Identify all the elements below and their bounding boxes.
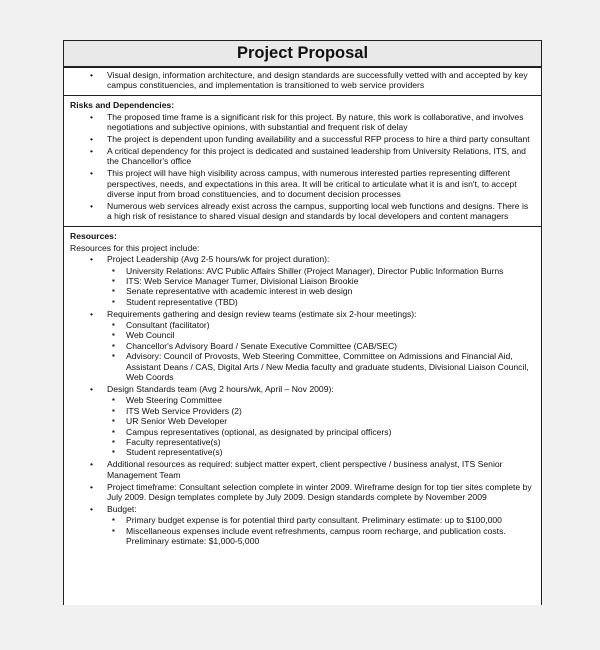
resource-group: [70, 254, 535, 307]
resource-group-label: • Requirements gathering and design review teams (estimate six 2-hour meetings):: [107, 308, 417, 319]
resource-group-label: • Project timeframe: Consultant selection complete in winter 2009. Wireframe design for top tier sites complete by July 2009. Design templates complete by July 2009. Design standards complete by November 2009: [107, 481, 532, 503]
resource-group: [70, 482, 535, 503]
risks-heading: Risks and Dependencies:: [70, 100, 175, 111]
resource-subitem: ▪ ITS: Web Service Manager Turner, Divisional Liaison Brookie: [107, 276, 535, 286]
risk-item: • This project will have high visibility across campus, with numerous interested parties representing different perspectives, needs, and expectations in this area. It will be critical to articulate what it is and isn't, to accept diverse input from broad constituencies, and to document decision processes: [70, 168, 535, 199]
resource-subitem: ▪ University Relations: AVC Public Affairs Shiller (Project Manager), Director Public Information Burns: [107, 266, 535, 276]
resource-group-label: • Project Leadership (Avg 2-5 hours/wk for project duration):: [107, 254, 330, 265]
resource-subitem: ▪ Advisory: Council of Provosts, Web Steering Committee, Committee on Admissions and Financial Aid, Assistant Deans / CAS, Digital Arts / New Media faculty and graduate students, Divisional Liaison Council, Web Coords: [107, 351, 535, 382]
resources-list: [70, 254, 535, 546]
risks-list: [70, 112, 535, 222]
resource-sublist: [107, 266, 535, 308]
list-item: • Visual design, information architecture, and design standards are successfully vetted with and accepted by key campus constituencies, and implementation is transitioned to web service providers: [70, 70, 535, 91]
document-page: [63, 40, 542, 605]
resource-subitem: ▪ Faculty representative(s): [107, 437, 535, 447]
document-title: Project Proposal: [64, 40, 541, 68]
resource-subitem: ▪ Web Council: [107, 330, 535, 340]
risks-section: [64, 95, 541, 226]
resource-sublist: [107, 395, 535, 457]
resource-group-label: • Additional resources as required: subject matter expert, client perspective / business analyst, ITS Senior Management Team: [107, 459, 503, 480]
resource-subitem: ▪ Campus representatives (optional, as designated by principal officers): [107, 427, 535, 437]
resources-heading: Resources:: [70, 231, 117, 242]
resource-subitem: ▪ Senate representative with academic interest in web design: [107, 286, 535, 296]
resource-sublist: [107, 320, 535, 382]
summary-section: [64, 68, 541, 95]
resource-subitem: ▪ Consultant (facilitator): [107, 320, 535, 330]
resource-group: [70, 309, 535, 383]
resource-subitem: ▪ Student representative(s): [107, 447, 535, 457]
resources-section: [64, 226, 541, 551]
resource-subitem: ▪ Student representative (TBD): [107, 297, 535, 307]
resource-group: [70, 504, 535, 547]
resource-subitem: ▪ Chancellor's Advisory Board / Senate Executive Committee (CAB/SEC): [107, 341, 535, 351]
resource-subitem: ▪ Web Steering Committee: [107, 395, 535, 405]
resource-subitem: ▪ Miscellaneous expenses include event refreshments, campus room recharge, and publication costs. Preliminary estimate: $1,000-5,000: [107, 526, 535, 547]
risk-item: • The proposed time frame is a significant risk for this project. By nature, this work is collaborative, and involves negotiations and subjective opinions, with substantial and frequent risk of delay: [70, 112, 535, 133]
resource-subitem: ▪ Primary budget expense is for potential third party consultant. Preliminary estimate: up to $100,000: [107, 515, 535, 525]
resource-subitem: ▪ ITS Web Service Providers (2): [107, 406, 535, 416]
resource-subitem: ▪ UR Senior Web Developer: [107, 416, 535, 426]
summary-list: [70, 70, 535, 91]
resource-sublist: [107, 515, 535, 546]
resources-intro: Resources for this project include:: [70, 242, 200, 253]
risk-item: • A critical dependency for this project is dedicated and sustained leadership from University Relations, ITS, and the Chancellor's office: [70, 146, 535, 167]
resource-group: [70, 384, 535, 458]
resource-group-label: • Budget:: [107, 503, 137, 514]
resource-group-label: • Design Standards team (Avg 2 hours/wk, April – Nov 2009):: [107, 383, 334, 394]
resource-group: [70, 459, 535, 480]
risk-item: • The project is dependent upon funding availability and a successful RFP process to hire a third party consultant: [70, 134, 535, 144]
risk-item: • Numerous web services already exist across the campus, supporting local web functions and designs. There is a high risk of resistance to shared visual design and standards by local developers and content managers: [70, 201, 535, 222]
